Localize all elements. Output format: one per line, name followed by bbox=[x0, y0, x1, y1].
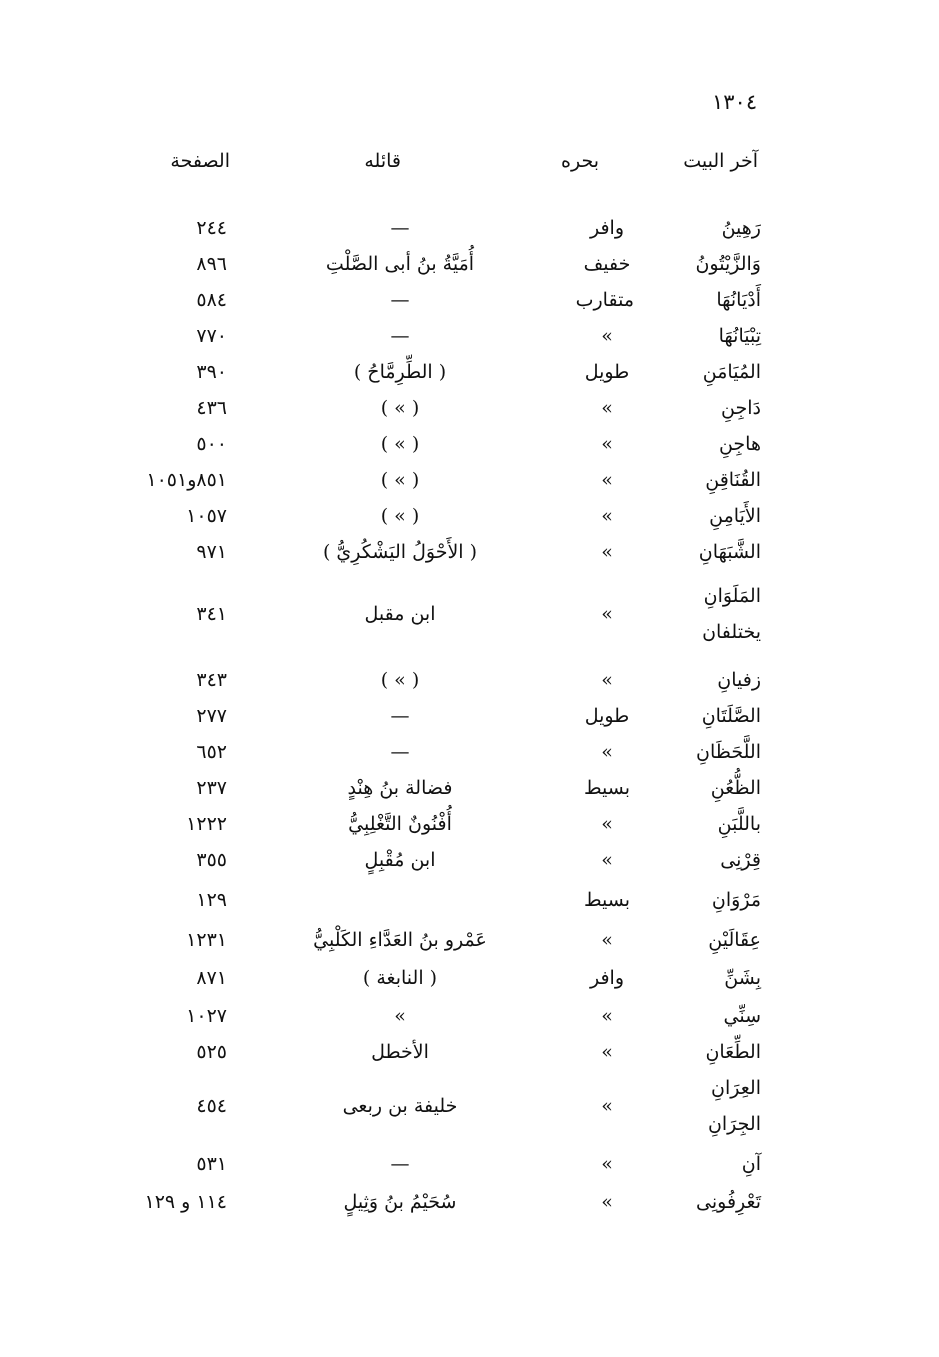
poet: ( » ) bbox=[380, 433, 420, 455]
meter: بسيط bbox=[583, 777, 630, 799]
page-ref: ٥٠٠ bbox=[196, 433, 227, 455]
header-meter: بحره bbox=[561, 150, 599, 172]
table-row bbox=[0, 882, 939, 918]
poet: ( » ) bbox=[380, 669, 420, 691]
meter: طويل bbox=[584, 361, 630, 383]
poet: ابن مقبل bbox=[364, 603, 436, 625]
verse-ending-second-line: يختلفان bbox=[702, 621, 761, 643]
meter: طويل bbox=[584, 705, 630, 727]
page-ref: ٤٣٦ bbox=[196, 397, 227, 419]
poet: أُمَيَّةُ بنُ أبى الصَّلْتِ bbox=[325, 253, 475, 275]
meter: » bbox=[601, 813, 613, 835]
page-ref: ٢٤٤ bbox=[196, 217, 227, 239]
verse-ending: عِقَالَيْنِ bbox=[708, 929, 761, 951]
page-ref: ٩٧١ bbox=[196, 541, 227, 563]
verse-ending: المُيَامَنِ bbox=[702, 361, 761, 383]
page-ref: ١٠٢٧ bbox=[186, 1005, 227, 1027]
table-row bbox=[0, 1146, 939, 1182]
poet: — bbox=[390, 741, 410, 763]
page-ref: ١٢٩ bbox=[196, 889, 227, 911]
poet: أُفْنُونٌ التَّغْلِبِيُّ bbox=[348, 813, 452, 835]
poet: — bbox=[390, 325, 410, 347]
meter: » bbox=[601, 433, 613, 455]
table-row bbox=[0, 922, 939, 958]
verse-ending: القُنَاقِنِ bbox=[705, 469, 761, 491]
header-poet: قائله bbox=[364, 150, 401, 172]
verse-ending: تَعْرِفُونِى bbox=[696, 1191, 761, 1213]
verse-ending: الظُّعُنِ bbox=[710, 777, 761, 799]
page-ref: ٥٨٤ bbox=[196, 289, 227, 311]
poet: فضالة بنُ هِنْدٍ bbox=[347, 777, 453, 799]
table-row bbox=[0, 282, 939, 318]
poet: ( » ) bbox=[380, 505, 420, 527]
meter: » bbox=[601, 603, 613, 625]
table-row bbox=[0, 390, 939, 426]
verse-ending: باللَّبَنِ bbox=[717, 813, 761, 835]
verse-ending: الأَيَامِنِ bbox=[709, 505, 761, 527]
page-ref: ١٢٣١ bbox=[186, 929, 227, 951]
meter: » bbox=[601, 469, 613, 491]
meter: » bbox=[601, 929, 613, 951]
page-ref: ٥٢٥ bbox=[196, 1041, 227, 1063]
table-row bbox=[0, 462, 939, 498]
page-ref: ١١٤ و ١٢٩ bbox=[144, 1191, 227, 1213]
poet: ( » ) bbox=[380, 397, 420, 419]
meter: » bbox=[601, 1095, 613, 1117]
poet: — bbox=[390, 217, 410, 239]
page-ref: ١٢٢٢ bbox=[186, 813, 227, 835]
page-ref: ٣٤٣ bbox=[196, 669, 227, 691]
poet: — bbox=[390, 705, 410, 727]
page-ref: ٨٩٦ bbox=[196, 253, 227, 275]
verse-ending: آنِ bbox=[741, 1153, 761, 1175]
verse-ending: هاجِنِ bbox=[718, 433, 761, 455]
table-row bbox=[0, 354, 939, 390]
verse-ending: رَهِينُ bbox=[721, 217, 761, 239]
verse-ending: المَلَوَانِ bbox=[703, 585, 761, 607]
verse-ending: مَرْوَانِ bbox=[711, 889, 761, 911]
meter: » bbox=[601, 1005, 613, 1027]
meter: » bbox=[601, 1153, 613, 1175]
table-row bbox=[0, 770, 939, 806]
meter: » bbox=[601, 1041, 613, 1063]
meter: » bbox=[601, 669, 613, 691]
table-row bbox=[0, 734, 939, 770]
poet: خليفة بن ربعى bbox=[342, 1095, 458, 1117]
table-row bbox=[0, 498, 939, 534]
table-row bbox=[0, 210, 939, 246]
meter: » bbox=[601, 1191, 613, 1213]
page-ref: ٨٥١و١٠٥١ bbox=[146, 469, 227, 491]
poet: سُحَيْمُ بنُ وَثِيلٍ bbox=[343, 1191, 457, 1213]
verse-ending: زفيانِ bbox=[717, 669, 761, 691]
verse-ending: الطِّعَانِ bbox=[705, 1041, 761, 1063]
table-row bbox=[0, 998, 939, 1034]
page-ref: ٤٥٤ bbox=[196, 1095, 227, 1117]
poet: ( الطِّرِمَّاحُ ) bbox=[353, 361, 447, 383]
table-row bbox=[0, 1034, 939, 1070]
page-ref: ١٠٥٧ bbox=[186, 505, 227, 527]
meter: » bbox=[601, 397, 613, 419]
page-number: ١٣٠٤ bbox=[712, 90, 758, 114]
poet: » bbox=[394, 1005, 406, 1027]
table-row bbox=[0, 806, 939, 842]
poet: ( النابغة ) bbox=[362, 967, 438, 989]
verse-ending: الصَّلَتَانِ bbox=[701, 705, 761, 727]
table-row bbox=[0, 1070, 939, 1135]
table-row bbox=[0, 318, 939, 354]
page-ref: ٣٩٠ bbox=[196, 361, 227, 383]
poet: ( » ) bbox=[380, 469, 420, 491]
verse-ending: بِشَنِّ bbox=[724, 967, 761, 989]
meter: وافر bbox=[589, 217, 625, 239]
page-ref: ٨٧١ bbox=[196, 967, 227, 989]
poet: — bbox=[390, 289, 410, 311]
verse-ending: سِنِّي bbox=[723, 1005, 761, 1027]
page-ref: ٢٧٧ bbox=[196, 705, 227, 727]
page-ref: ٥٣١ bbox=[196, 1153, 227, 1175]
page-ref: ٦٥٢ bbox=[196, 741, 227, 763]
verse-ending-second-line: الجِرَانِ bbox=[707, 1113, 761, 1135]
meter: متقارب bbox=[575, 289, 634, 311]
meter: » bbox=[601, 325, 613, 347]
poet: — bbox=[390, 1153, 410, 1175]
table-row bbox=[0, 578, 939, 643]
page-ref: ٧٧٠ bbox=[196, 325, 227, 347]
page-ref: ٣٤١ bbox=[196, 603, 227, 625]
meter: » bbox=[601, 541, 613, 563]
page-ref: ٣٥٥ bbox=[196, 849, 227, 871]
verse-ending: دَاجِنِ bbox=[721, 397, 761, 419]
meter: خفيف bbox=[583, 253, 631, 275]
poet: ابن مُقْبِلٍ bbox=[364, 849, 436, 871]
verse-ending: الشَّبَهَانِ bbox=[698, 541, 761, 563]
meter: » bbox=[601, 505, 613, 527]
table-row bbox=[0, 1184, 939, 1220]
poet: ( الأَحْوَلُ اليَشْكُرِيُّ ) bbox=[322, 541, 478, 563]
meter: وافر bbox=[589, 967, 625, 989]
table-row bbox=[0, 534, 939, 570]
verse-ending: وَالزَّيْتُونُ bbox=[695, 253, 761, 275]
header-verse-ending: آخر البيت bbox=[683, 150, 758, 172]
header-page: الصفحة bbox=[170, 150, 230, 172]
meter: » bbox=[601, 849, 613, 871]
verse-ending: قِرْنِى bbox=[720, 849, 761, 871]
table-row bbox=[0, 662, 939, 698]
table-row bbox=[0, 426, 939, 462]
table-row bbox=[0, 842, 939, 878]
page-ref: ٢٣٧ bbox=[196, 777, 227, 799]
table-row bbox=[0, 960, 939, 996]
table-row bbox=[0, 246, 939, 282]
verse-ending: اللَّحَظَانِ bbox=[696, 741, 761, 763]
verse-ending: تِبْيَانُهَا bbox=[718, 325, 761, 347]
meter: بسيط bbox=[583, 889, 630, 911]
poet: عَمْرو بنُ العَدَّاءِ الكَلْبِيُّ bbox=[313, 929, 487, 951]
poet: الأخطل bbox=[371, 1041, 429, 1063]
verse-ending: أَدْيَانُهَا bbox=[716, 289, 761, 311]
meter: » bbox=[601, 741, 613, 763]
table-row bbox=[0, 698, 939, 734]
verse-ending: العِرَانِ bbox=[711, 1077, 761, 1099]
